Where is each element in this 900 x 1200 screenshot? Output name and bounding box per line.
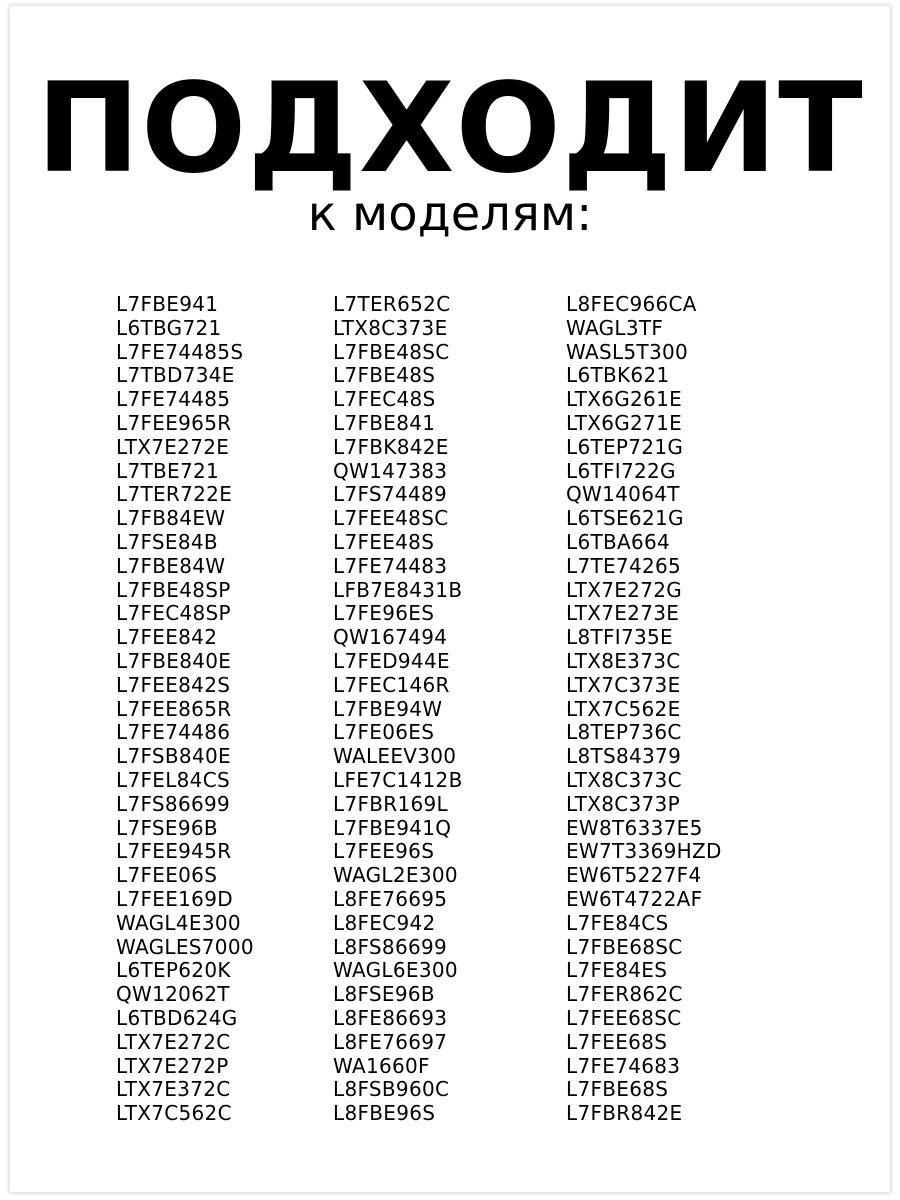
model-item: L7FEE96S [333,839,435,864]
model-item: L7FEC48SP [116,601,231,626]
model-item: L8TFI735E [566,625,673,650]
model-item: LTX7C562C [116,1101,232,1126]
model-item: L7FE74483 [333,553,448,578]
model-item: L7FBE841 [333,410,436,435]
model-item: LTX8C373C [566,767,682,792]
model-item: L6TBK621 [566,363,670,388]
model-item: LTX7C562E [566,696,681,721]
model-item: L7FEE945R [116,839,232,864]
model-item: WAGL6E300 [333,958,458,983]
model-item: LTX8E373C [566,648,681,673]
model-item: L7FBE941 [116,292,219,316]
model-item: QW14064T [566,482,680,507]
model-item: L6TBG721 [116,315,222,340]
model-item: WAGL4E300 [116,910,241,935]
model-item: L6TBD624G [116,1005,238,1030]
model-item: L7FE74485S [116,339,244,364]
model-item: L7FEE865R [116,696,232,721]
model-item: LTX7E272E [116,434,230,459]
model-item: L7FEE842 [116,625,218,650]
model-item: LTX7E272G [566,577,683,602]
model-item: L7FBE941Q [333,815,452,840]
model-item: L8FE86693 [333,1005,448,1030]
model-item: L7FBE840E [116,648,232,673]
model-item: L7FEE965R [116,410,232,435]
model-item: EW7T3369HZD [566,839,722,864]
model-item: L7FEE48SC [333,506,449,531]
model-item: L7FEE06S [116,863,218,888]
model-item: L6TEP620K [116,958,231,983]
model-item: LTX6G261E [566,387,683,412]
model-item: L7FS74489 [333,482,448,507]
model-item: WA1660F [333,1053,430,1078]
model-item: L7FBR169L [333,791,449,816]
model-item: EW6T5227F4 [566,863,702,888]
models-column-1 [116,293,254,1126]
model-item: L8FSB960C [333,1077,450,1102]
model-item: L7TBD734E [116,363,235,388]
model-item: L7TBE721 [116,458,220,483]
model-item: L7TER652C [333,292,451,316]
model-item: L7FEE68SC [566,1005,682,1030]
model-item: L7FBR842E [566,1101,683,1126]
model-item: L7FEE169D [116,886,233,911]
model-item: L8FE76697 [333,1029,448,1054]
model-item: LFB7E8431B [333,577,463,602]
model-item: L7FEL84CS [116,767,230,792]
model-item: L7FE84ES [566,958,668,983]
model-item: L8FEC966CA [566,292,697,316]
model-item: L7FE74486 [116,720,231,745]
model-item: LTX7E372C [116,1077,231,1102]
model-item: L7FBE94W [333,696,443,721]
model-item: L7FEC48S [333,387,436,412]
model-item: L7FE74683 [566,1053,681,1078]
models-column-2 [333,293,463,1126]
model-item: LFE7C1412B [333,767,463,792]
model-item: L8FSE96B [333,982,435,1007]
model-item: L7FSB840E [116,744,231,769]
model-item: L7FEC146R [333,672,450,697]
model-item: L6TEP721G [566,434,684,459]
model-item: L8TS84379 [566,744,682,769]
model-item: L6TBA664 [566,529,671,554]
model-item: LTX6G271E [566,410,683,435]
model-item: L7FBE84W [116,553,226,578]
model-item: L7FEE68S [566,1029,668,1054]
model-item: L7FBE48SC [333,339,450,364]
model-item: WASL5T300 [566,339,689,364]
model-item: L7FE84CS [566,910,669,935]
model-item: WAGLES7000 [116,934,254,959]
model-item: L6TFI722G [566,458,676,483]
model-item: L7FSE96B [116,815,218,840]
model-item: WAGL2E300 [333,863,458,888]
model-item: L7FBK842E [333,434,449,459]
model-item: QW147383 [333,458,448,483]
model-item: L7FE96ES [333,601,435,626]
page-title: ПОДХОДИТ [36,57,864,201]
model-item: L7TE74265 [566,553,682,578]
model-item: L7FS86699 [116,791,231,816]
model-item: L7FE74485 [116,387,231,412]
model-item: QW12062T [116,982,230,1007]
model-item: WAGL3TF [566,315,664,340]
model-item: L7FBE48S [333,363,436,388]
model-item: EW8T6337E5 [566,815,703,840]
model-item: L7FER862C [566,982,683,1007]
page-subtitle: к моделям: [307,186,593,242]
model-item: L7FBE68SC [566,934,683,959]
model-item: L8FE76695 [333,886,448,911]
model-item: L7FEE842S [116,672,231,697]
model-item: L7FBE48SP [116,577,231,602]
model-item: L7TER722E [116,482,233,507]
model-item: L8TEP736C [566,720,682,745]
model-item: L8FEC942 [333,910,436,935]
model-item: L7FE06ES [333,720,435,745]
compatibility-sheet [10,6,890,1192]
model-item: LTX7E273E [566,601,680,626]
model-item: L7FB84EW [116,506,226,531]
model-item: LTX7E272P [116,1053,229,1078]
model-item: LTX7E272C [116,1029,231,1054]
model-item: L7FSE84B [116,529,218,554]
model-item: L6TSE621G [566,506,684,531]
model-item: L7FED944E [333,648,450,673]
models-column-3 [566,293,722,1126]
model-item: LTX8C373P [566,791,680,816]
model-item: QW167494 [333,625,448,650]
model-item: WALEEV300 [333,744,457,769]
model-item: LTX7C373E [566,672,681,697]
model-item: L7FBE68S [566,1077,669,1102]
model-item: EW6T4722AF [566,886,703,911]
model-item: L7FEE48S [333,529,435,554]
model-item: L8FS86699 [333,934,448,959]
model-item: L8FBE96S [333,1101,436,1126]
model-item: LTX8C373E [333,315,448,340]
